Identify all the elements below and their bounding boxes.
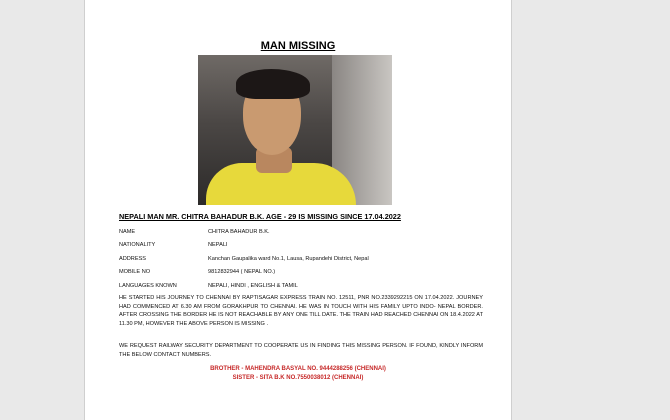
mobile-value: 9812832944 ( NEPAL NO.) bbox=[208, 269, 276, 275]
journey-paragraph: HE STARTED HIS JOURNEY TO CHENNAI BY RAPTISAGAR EXPRESS TRAIN NO. 12511, PNR NO.2339292215 ON 17.04.2022. JOURNEY HAD COMMENCED AT 6.30 AM FROM GORAKHPUR TO CHENNAI. HE WAS IN TOUCH WITH HIS FAMILY UPTO INDO- NEPAL BORDER. AFTER CROSSING THE BORDER HE IS NOT REACHABLE BY ANY ONE TILL DATE. THE TRAIN HAD REACHED CHENNAI ON 18.4.2022 AT 11.30 PM, HOWEVER THE ABOVE PERSON IS MISSING . bbox=[119, 295, 483, 327]
languages-value: NEPALI, HINDI , ENGLISH & TAMIL bbox=[208, 283, 298, 289]
contact-sister: SISTER - SITA B.K NO.7550038012 (CHENNAI) bbox=[232, 375, 364, 381]
address-value: Kanchan Gaupalika ward No.1, Lausa, Rupandehi District, Nepal bbox=[208, 256, 369, 262]
request-paragraph: WE REQUEST RAILWAY SECURITY DEPARTMENT TO COOPERATE US IN FINDING THIS MISSING PERSON. IF FOUND, KINDLY INFORM THE BELOW CONTACT NUMBERS. bbox=[119, 343, 483, 358]
nationality-label: NATIONALITY bbox=[119, 242, 156, 248]
mobile-label: MOBILE NO bbox=[119, 269, 151, 275]
address-label: ADDRESS bbox=[119, 256, 147, 262]
name-label: NAME bbox=[119, 229, 136, 235]
missing-person-poster bbox=[84, 0, 512, 420]
contact-brother: BROTHER - MAHENDRA BASYAL NO. 9444288256 (CHENNAI) bbox=[210, 366, 386, 372]
missing-man-photo bbox=[198, 55, 392, 205]
photo-hair bbox=[236, 69, 310, 99]
name-value: CHITRA BAHADUR B.K. bbox=[208, 229, 270, 235]
nationality-value: NEPALI bbox=[208, 242, 228, 248]
poster-title: MAN MISSING bbox=[260, 40, 336, 52]
languages-label: LANGUAGES KNOWN bbox=[119, 283, 177, 289]
headline: NEPALI MAN MR. CHITRA BAHADUR B.K. AGE - 29 IS MISSING SINCE 17.04.2022 bbox=[119, 212, 401, 221]
